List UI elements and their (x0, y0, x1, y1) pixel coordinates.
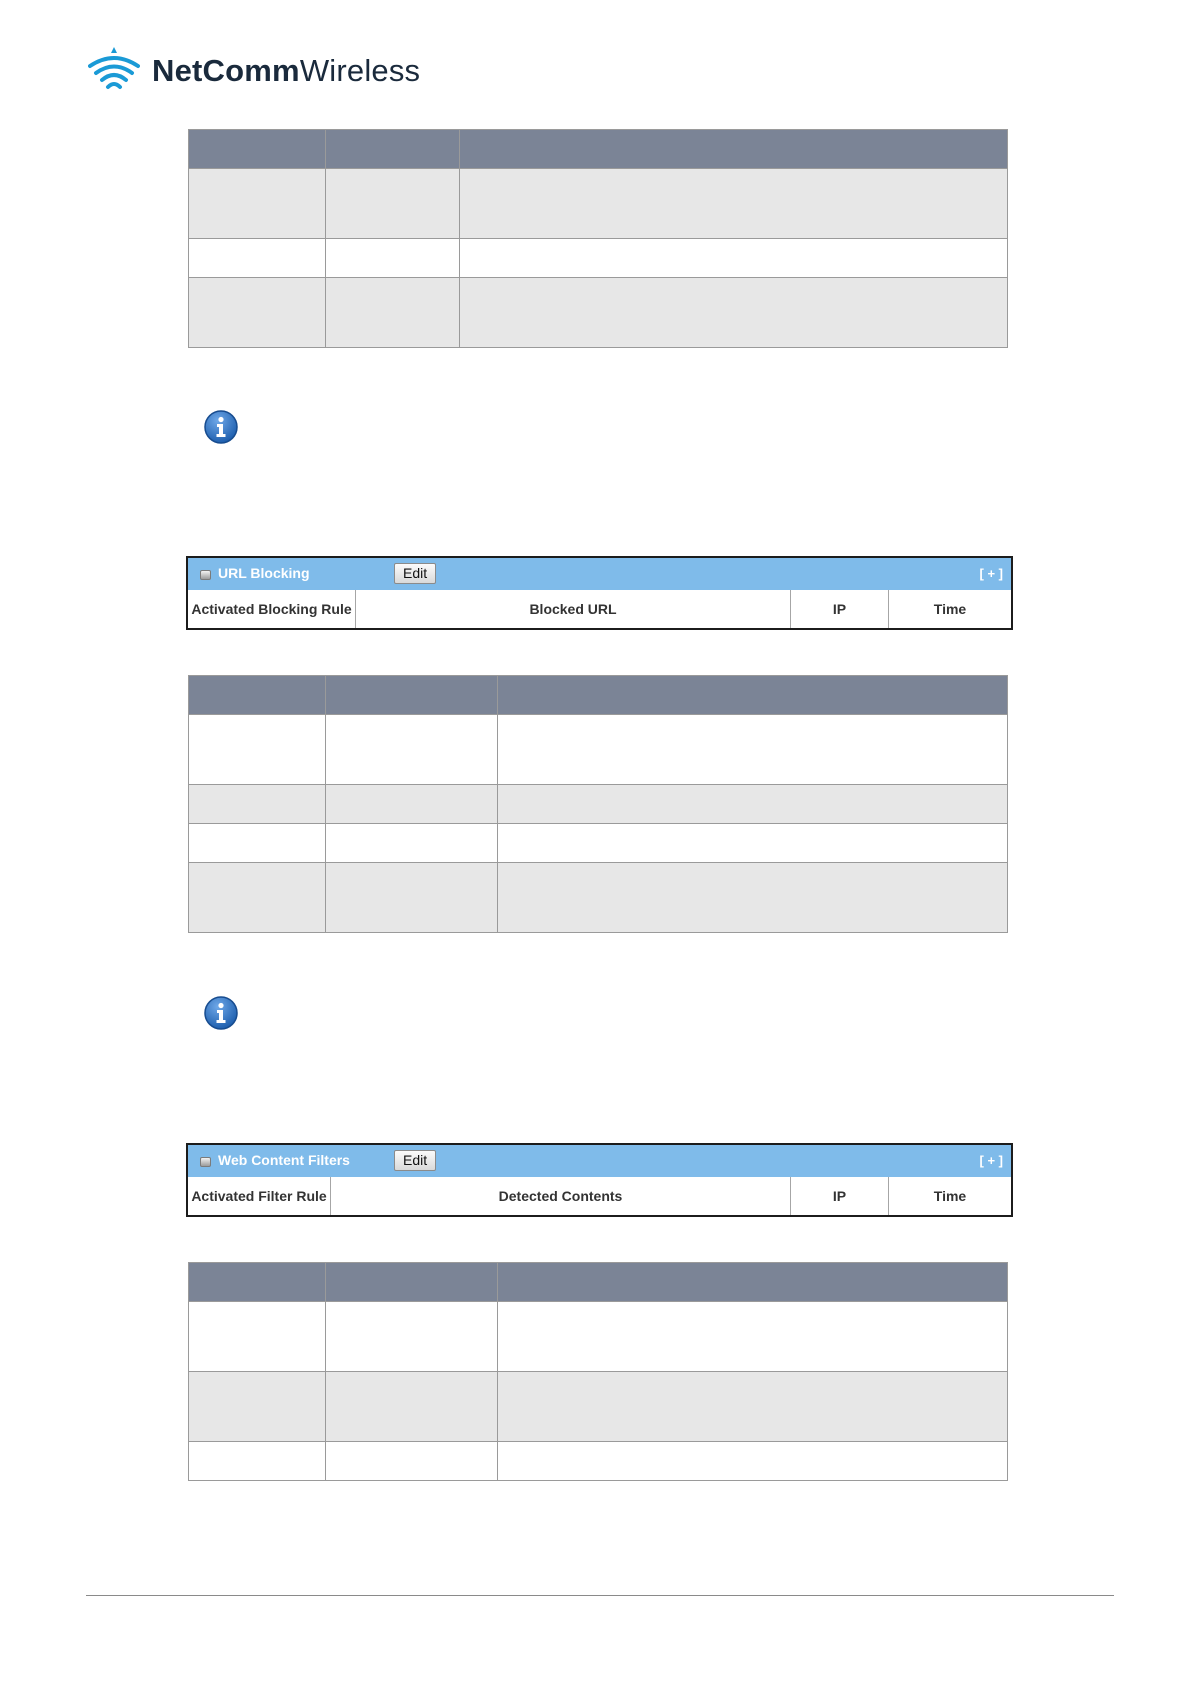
brand-name (152, 52, 421, 88)
url-blocking-panel (186, 556, 1013, 630)
expand-toggle[interactable]: [ + ] (979, 1153, 1003, 1168)
table-header-row (189, 1263, 1008, 1302)
table-row (189, 169, 1008, 239)
column-header-blocked-url: Blocked URL (356, 590, 791, 628)
table-row (189, 1302, 1008, 1372)
brand-logo (88, 44, 420, 96)
column-header-ip: IP (791, 590, 889, 628)
brand-name-light: Wireless (299, 52, 421, 88)
panel-title: URL Blocking (218, 565, 310, 581)
info-icon (203, 409, 239, 445)
column-header-activated-filter-rule: Activated Filter Rule (188, 1177, 331, 1215)
table-header-row (189, 676, 1008, 715)
info-icon (203, 995, 239, 1031)
panel-bullet-icon (200, 570, 211, 580)
table-row (189, 278, 1008, 348)
column-header-ip: IP (791, 1177, 889, 1215)
parameter-table-3 (188, 1262, 1008, 1481)
column-header-time: Time (933, 601, 967, 617)
panel-header (188, 558, 1011, 590)
panel-column-headers (188, 590, 1011, 628)
panel-column-headers (188, 1177, 1011, 1215)
table-row (189, 1442, 1008, 1481)
web-content-filters-panel (186, 1143, 1013, 1217)
edit-button[interactable]: Edit (394, 1150, 436, 1171)
table-row (189, 824, 1008, 863)
panel-header (188, 1145, 1011, 1177)
panel-title: Web Content Filters (218, 1152, 350, 1168)
brand-name-bold: NetComm (152, 52, 300, 88)
footer-divider (86, 1595, 1114, 1596)
expand-toggle[interactable]: [ + ] (979, 566, 1003, 581)
edit-button[interactable]: Edit (394, 563, 436, 584)
column-header-detected-contents: Detected Contents (331, 1177, 791, 1215)
panel-bullet-icon (200, 1157, 211, 1167)
parameter-table-1 (188, 129, 1008, 348)
column-header-time: Time (933, 1188, 967, 1204)
table-row (189, 863, 1008, 933)
parameter-table-2 (188, 675, 1008, 933)
table-header-row (189, 130, 1008, 169)
column-header-activated-blocking-rule: Activated Blocking Rule (188, 590, 356, 628)
netcomm-logo-icon (88, 47, 140, 93)
table-row (189, 239, 1008, 278)
table-row (189, 785, 1008, 824)
table-row (189, 715, 1008, 785)
table-row (189, 1372, 1008, 1442)
